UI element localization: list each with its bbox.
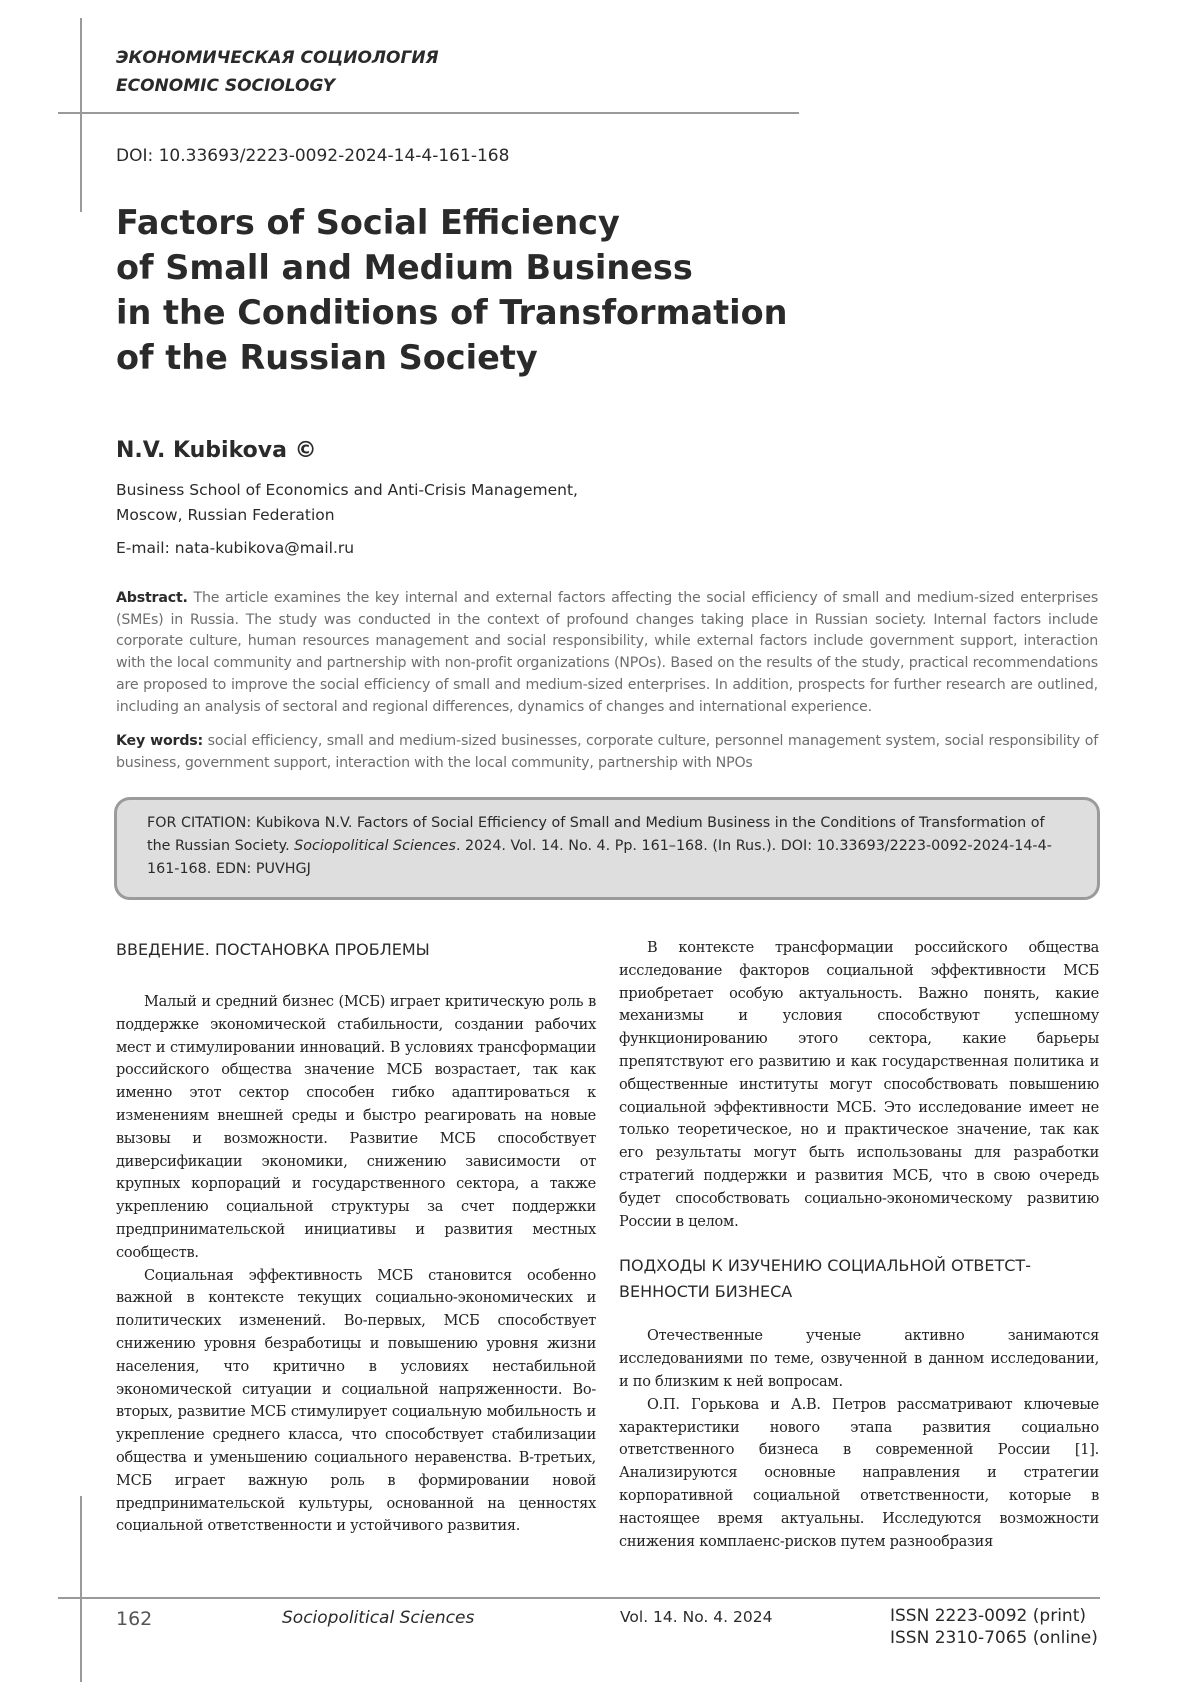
citation-suffix: . 2024. Vol. 14. No. 4. Pp. 161–168. (In Rus.). DOI: 10.33693/2223-0092-2024-14-4-161-168. EDN: PUVHGJ: [147, 838, 1052, 877]
author-email: E-mail: nata-kubikova@mail.ru: [116, 539, 354, 557]
doi-line: DOI: 10.33693/2223-0092-2024-14-4-161-168: [116, 146, 509, 166]
author-affiliation: [116, 478, 578, 528]
section-header: [116, 44, 616, 100]
author-name: N.V. Kubikova ©: [116, 438, 317, 463]
approaches-heading: [619, 1253, 1099, 1305]
right-column: [619, 937, 1099, 1553]
left-vertical-rule-top: [80, 18, 82, 212]
article-title: [116, 200, 816, 380]
body-paragraph: Малый и средний бизнес (МСБ) играет критическую роль в поддержке экономической стабильности, создании рабочих мест и стимулировании инноваций. В условиях трансформации российского общества значение МСБ возрастает, так как именно этот сектор способен гибко адаптироваться к изменениям внешней среды и быстро реагировать на новые вызовы и возможности. Развитие МСБ способствует диверсификации экономики, снижению зависимости от крупных корпораций и государственного сектора, а также укреплению социальной структуры за счет поддержки предпринимательской инициативы и развития местных сообществ.: [116, 991, 596, 1265]
header-horizontal-rule: [58, 112, 799, 114]
abstract-label: Abstract.: [116, 590, 188, 606]
title-line: Factors of Social Efficiency: [116, 200, 816, 245]
footer-issn-online: ISSN 2310-7065 (online): [890, 1628, 1098, 1648]
section-title-en: ECONOMIC SOCIOLOGY: [116, 72, 616, 100]
keywords-text: social efficiency, small and medium-sized businesses, corporate culture, personnel management system, social responsibility of business, government support, interaction with the local community, partnership with NPOs: [116, 733, 1098, 771]
keywords: [116, 731, 1098, 774]
footer-horizontal-rule: [58, 1597, 1100, 1599]
footer-journal: Sociopolitical Sciences: [282, 1608, 474, 1628]
title-line: of Small and Medium Business: [116, 245, 816, 290]
left-vertical-rule-bottom: [80, 1496, 82, 1682]
citation-journal: Sociopolitical Sciences: [294, 838, 456, 854]
body-paragraph: Отечественные ученые активно занимаются исследованиями по теме, озвученной в данном исследовании, и по близким к ней вопросам.: [619, 1325, 1099, 1393]
title-line: of the Russian Society: [116, 335, 816, 380]
citation-box: [114, 797, 1100, 900]
section-title-ru: ЭКОНОМИЧЕСКАЯ СОЦИОЛОГИЯ: [116, 44, 616, 72]
abstract-text: The article examines the key internal and external factors affecting the social efficiency of small and medium-sized enterprises (SMEs) in Russia. The study was conducted in the context of profound changes taking place in Russian society. Internal factors include corporate culture, human resources management and social responsibility, while external factors include government support, interaction with the local community and partnership with non-profit organizations (NPOs). Based on the results of the study, practical recommendations are proposed to improve the social efficiency of small and medium-sized enterprises. In addition, prospects for further research are outlined, including an analysis of sectoral and regional differences, dynamics of changes and international experience.: [116, 590, 1098, 715]
body-paragraph: Социальная эффективность МСБ становится особенно важной в контексте текущих социально-экономических и политических изменений. Во-первых, МСБ способствует снижению уровня безработицы и повышению уровня жизни населения, что критично в условиях нестабильной экономической ситуации и социальной напряженности. Во-вторых, развитие МСБ стимулирует социальную мобильность и укрепление среднего класса, что способствует стабилизации общества и уменьшению социального неравенства. В-третьих, МСБ играет важную роль в формировании новой предпринимательской культуры, основанной на ценностях социальной ответственности и устойчивого развития.: [116, 1265, 596, 1539]
body-paragraph: В контексте трансформации российского общества исследование факторов социальной эффективности МСБ приобретает особую актуальность. Важно понять, какие механизмы и условия способствуют успешному функционированию этого сектора, какие барьеры препятствуют его развитию и как государственная политика и общественные институты могут способствовать повышению социальной эффективности МСБ. Это исследование имеет не только теоретическое, но и практическое значение, так как его результаты могут быть использованы для разработки стратегий поддержки и развития МСБ, что в свою очередь будет способствовать социально-экономическому развитию России в целом.: [619, 937, 1099, 1233]
heading-line: ПОДХОДЫ К ИЗУЧЕНИЮ СОЦИАЛЬНОЙ ОТВЕТСТ-: [619, 1253, 1099, 1279]
page-number: 162: [116, 1608, 152, 1630]
keywords-label: Key words:: [116, 733, 203, 749]
footer-issn-print: ISSN 2223-0092 (print): [890, 1606, 1086, 1626]
introduction-heading: ВВЕДЕНИЕ. ПОСТАНОВКА ПРОБЛЕМЫ: [116, 937, 596, 963]
footer-volume: Vol. 14. No. 4. 2024: [620, 1608, 772, 1626]
body-paragraph: О.П. Горькова и А.В. Петров рассматривают ключевые характеристики нового этапа развития социально ответственного бизнеса в современной России [1]. Анализируются основные направления и стратегии корпоративной социальной ответственности, которые в настоящее время актуальны. Исследуются возможности снижения комплаенс-рисков путем разнообразия: [619, 1394, 1099, 1554]
heading-line: ВЕННОСТИ БИЗНЕСА: [619, 1279, 1099, 1305]
affiliation-line: Moscow, Russian Federation: [116, 503, 578, 528]
left-column: [116, 937, 596, 1538]
citation-prefix: FOR CITATION: Kubikova N.V. Factors of Social Efficiency of Small and Medium Business in the Conditions of Transformation of the Russian Society.: [147, 815, 1044, 854]
abstract: [116, 588, 1098, 718]
title-line: in the Conditions of Transformation: [116, 290, 816, 335]
affiliation-line: Business School of Economics and Anti-Crisis Management,: [116, 478, 578, 503]
